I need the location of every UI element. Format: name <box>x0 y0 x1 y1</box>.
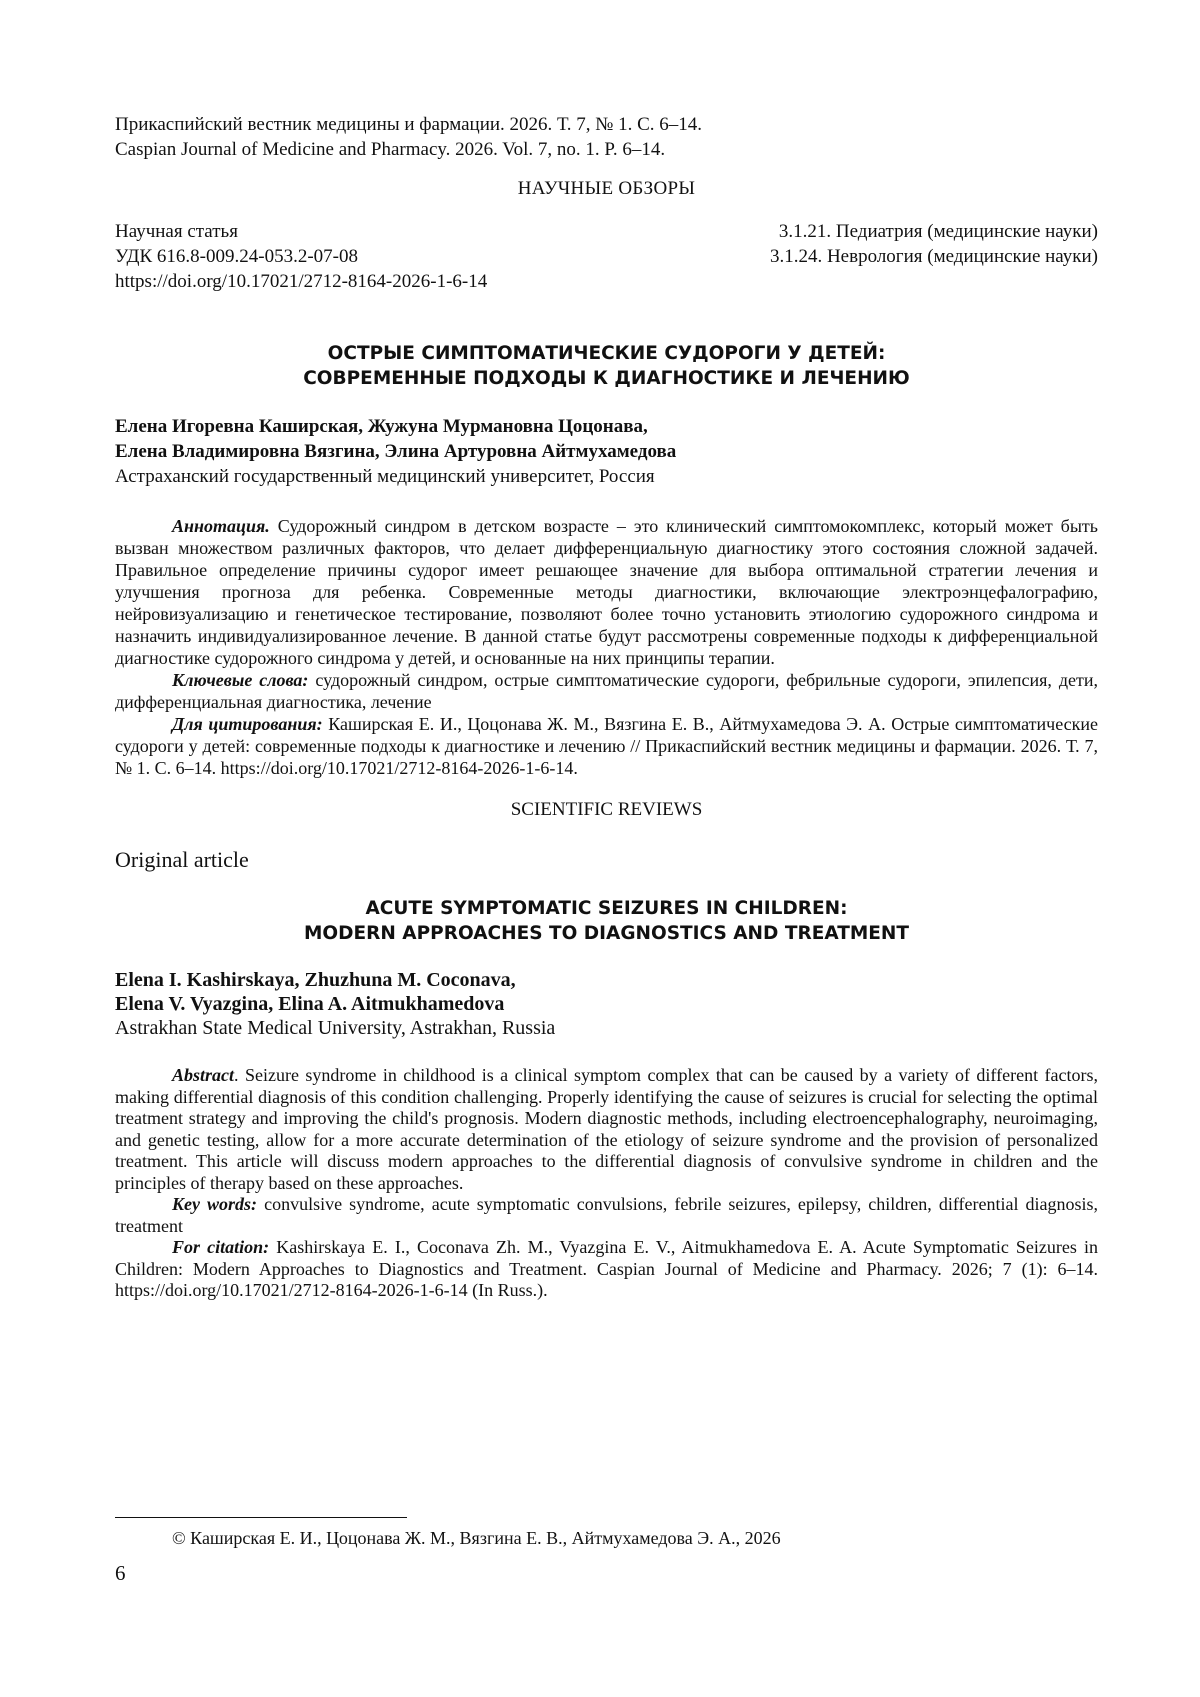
keywords-en-text: convulsive syndrome, acute symptomatic convulsions, febrile seizures, epilepsy, children, differential diagnosis, treatment <box>115 1194 1099 1236</box>
abstract-ru <box>115 515 1098 669</box>
page-number: 6 <box>115 1561 126 1585</box>
specialty-neurology: 3.1.24. Неврология (медицинские науки) <box>769 246 1098 267</box>
citation-ru-label: Для цитирования: <box>172 714 323 734</box>
abstract-ru-block <box>115 515 1098 779</box>
article-meta-left <box>115 219 487 294</box>
citation-en-label: For citation: <box>172 1237 270 1257</box>
copyright-footnote: © Каширская Е. И., Цоцонава Ж. М., Вязгина Е. В., Айтмухамедова Э. А., 2026 <box>172 1528 781 1548</box>
title-en-line-2: MODERN APPROACHES TO DIAGNOSTICS AND TREATMENT <box>304 923 909 944</box>
authors-en-line-2: Elena V. Vyazgina, Elina A. Aitmukhamedova <box>115 993 505 1015</box>
journal-citation-ru: Прикаспийский вестник медицины и фармации. 2026. Т. 7, № 1. С. 6–14. <box>115 114 703 135</box>
authors-en-line-1: Elena I. Kashirskaya, Zhuzhuna M. Coconava, <box>115 969 516 991</box>
authors-ru <box>115 414 1098 489</box>
keywords-en <box>115 1194 1098 1237</box>
section-heading-ru: НАУЧНЫЕ ОБЗОРЫ <box>517 178 696 199</box>
title-en-line-1: ACUTE SYMPTOMATIC SEIZURES IN CHILDREN: <box>365 898 848 919</box>
article-meta <box>115 219 1098 294</box>
article-meta-right <box>770 219 1098 294</box>
article-page <box>115 112 1098 1302</box>
affiliation-en: Astrakhan State Medical University, Astrakhan, Russia <box>115 1017 556 1039</box>
citation-ru-text: Каширская Е. И., Цоцонава Ж. М., Вязгина Е. В., Айтмухамедова Э. А. Острые симптоматические судороги у детей: современные подходы к диагностике и лечению // Прикаспийский вестник медицины и фармации. 2026. Т. 7, № 1. С. 6–14. https://doi.org/10.17021/2712-8164-2026-1-6-14. <box>115 714 1099 778</box>
specialty-pediatrics: 3.1.21. Педиатрия (медицинские науки) <box>778 221 1098 242</box>
affiliation-ru: Астраханский государственный медицинский университет, Россия <box>115 466 655 487</box>
citation-en <box>115 1237 1098 1302</box>
doi-link[interactable]: https://doi.org/10.17021/2712-8164-2026-1-6-14 <box>115 271 488 292</box>
abstract-ru-label: Аннотация. <box>172 516 270 536</box>
section-heading-en: SCIENTIFIC REVIEWS <box>510 799 703 820</box>
article-type-en: Original article <box>115 847 249 872</box>
article-title-ru <box>115 341 1098 391</box>
article-title-en <box>115 896 1098 946</box>
citation-en-text: Kashirskaya E. I., Coconava Zh. M., Vyazgina E. V., Aitmukhamedova E. A. Acute Symptomatic Seizures in Children: Modern Approaches to Diagnostics and Treatment. Caspian Journal of Medicine and Pharmacy. 2026; 7 (1): 6–14. https://doi.org/10.17021/2712-8164-2026-1-6-14 (In Russ.). <box>115 1237 1098 1300</box>
footnote-divider <box>115 1517 407 1518</box>
article-type-ru: Научная статья <box>115 221 238 242</box>
abstract-en-text: . Seizure syndrome in childhood is a clinical symptom complex that can be caused by a variety of different factors, making differential diagnosis of this condition challenging. Properly identifying the cause of seizures is crucial for selecting the optimal treatment strategy and improving the child's prognosis. Modern diagnostic methods, including electroencephalography, neuroimaging, and genetic testing, allow for a more accurate determination of the etiology of seizure syndrome and the provision of personalized treatment. This article will discuss modern approaches to the differential diagnosis of convulsive syndrome in children and the principles of therapy based on these approaches. <box>115 1065 1098 1193</box>
udc-code: УДК 616.8-009.24-053.2-07-08 <box>115 246 358 267</box>
authors-ru-line-2: Елена Владимировна Вязгина, Элина Артуровна Айтмухамедова <box>115 441 677 462</box>
abstract-en <box>115 1065 1098 1194</box>
keywords-en-label: Key words: <box>172 1194 258 1214</box>
keywords-ru-label: Ключевые слова: <box>172 670 309 690</box>
citation-ru <box>115 713 1098 779</box>
title-ru-line-2: СОВРЕМЕННЫЕ ПОДХОДЫ К ДИАГНОСТИКЕ И ЛЕЧЕНИЮ <box>303 368 910 389</box>
authors-en <box>115 968 1098 1040</box>
abstract-en-label: Abstract <box>172 1065 235 1085</box>
abstract-en-block <box>115 1065 1098 1302</box>
keywords-ru <box>115 669 1098 713</box>
keywords-ru-text: судорожный синдром, острые симптоматические судороги, фебрильные судороги, эпилепсия, дети, дифференциальная диагностика, лечение <box>115 670 1098 712</box>
abstract-ru-text: Судорожный синдром в детском возрасте – это клинический симптомокомплекс, который может быть вызван множеством различных факторов, что делает дифференциальную диагностику этого состояния сложной задачей. Правильное определение причины судорог имеет решающее значение для выбора оптимальной стратегии лечения и улучшения прогноза для ребенка. Современные методы диагностики, включающие электроэнцефалографию, нейровизуализацию и генетическое тестирование, позволяют более точно установить этиологию судорожного синдрома и назначить индивидуализированное лечение. В данной статье будут рассмотрены современные подходы к дифференциальной диагностике судорожного синдрома у детей, и основанные на них принципы терапии. <box>115 516 1098 668</box>
journal-citation-en: Caspian Journal of Medicine and Pharmacy. 2026. Vol. 7, no. 1. P. 6–14. <box>115 139 666 160</box>
authors-ru-line-1: Елена Игоревна Каширская, Жужуна Мурмановна Цоцонава, <box>115 416 648 437</box>
title-ru-line-1: ОСТРЫЕ СИМПТОМАТИЧЕСКИЕ СУДОРОГИ У ДЕТЕЙ: <box>327 343 886 364</box>
